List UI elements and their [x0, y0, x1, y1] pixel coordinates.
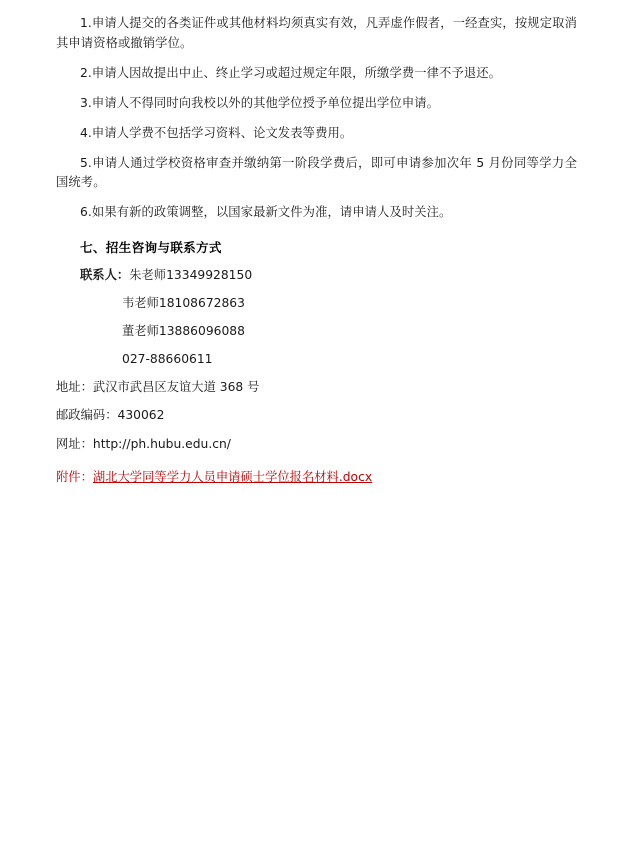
contact-person-value-1: 朱老师13349928150: [129, 268, 253, 283]
contact-person-row-3: [56, 322, 577, 341]
contact-phone-landline: 027-88660611: [122, 352, 213, 367]
contact-phone-row-landline: [56, 350, 577, 369]
postcode-value: 430062: [117, 408, 165, 423]
contact-person-value-3: 董老师13886096088: [122, 324, 245, 339]
website-label: 网址：: [56, 436, 93, 451]
contact-person-row-2: [56, 294, 577, 313]
website-value: http://ph.hubu.edu.cn/: [92, 436, 231, 451]
attachment-row: [56, 468, 577, 487]
section-heading-contact: 七、招生咨询与联系方式: [80, 240, 222, 256]
address-row: [56, 378, 577, 397]
address-label: 地址：: [56, 380, 93, 395]
attachment-label: 附件：: [56, 469, 93, 484]
paragraph-item-6: 6.如果有新的政策调整，以国家最新文件为准，请申请人及时关注。: [80, 205, 452, 220]
page-empty-area: [56, 487, 577, 847]
paragraph-item-1: 1.申请人提交的各类证件或其他材料均须真实有效，凡弄虚作假者，一经查实，按规定取消其申请资格或撤销学位。: [56, 16, 577, 50]
contact-person-row-1: [56, 266, 577, 285]
address-value: 武汉市武昌区友谊大道 368 号: [92, 380, 260, 395]
postcode-row: [56, 406, 577, 425]
contact-person-value-2: 韦老师18108672863: [122, 296, 245, 311]
website-row: [56, 435, 577, 454]
paragraph-item-4: 4.申请人学费不包括学习资料、论文发表等费用。: [80, 125, 353, 140]
paragraph-item-5: 5.申请人通过学校资格审查并缴纳第一阶段学费后，即可申请参加次年 5 月份同等学力全国统考。: [56, 155, 577, 190]
paragraph-item-2: 2.申请人因故提出中止、终止学习或超过规定年限，所缴学费一律不予退还。: [80, 65, 502, 80]
postcode-label: 邮政编码：: [56, 408, 118, 423]
attachment-link[interactable]: 湖北大学同等学力人员申请硕士学位报名材料.docx: [92, 469, 373, 484]
paragraph-item-3: 3.申请人不得同时向我校以外的其他学位授予单位提出学位申请。: [80, 95, 440, 110]
contact-person-label: 联系人：: [80, 268, 130, 283]
